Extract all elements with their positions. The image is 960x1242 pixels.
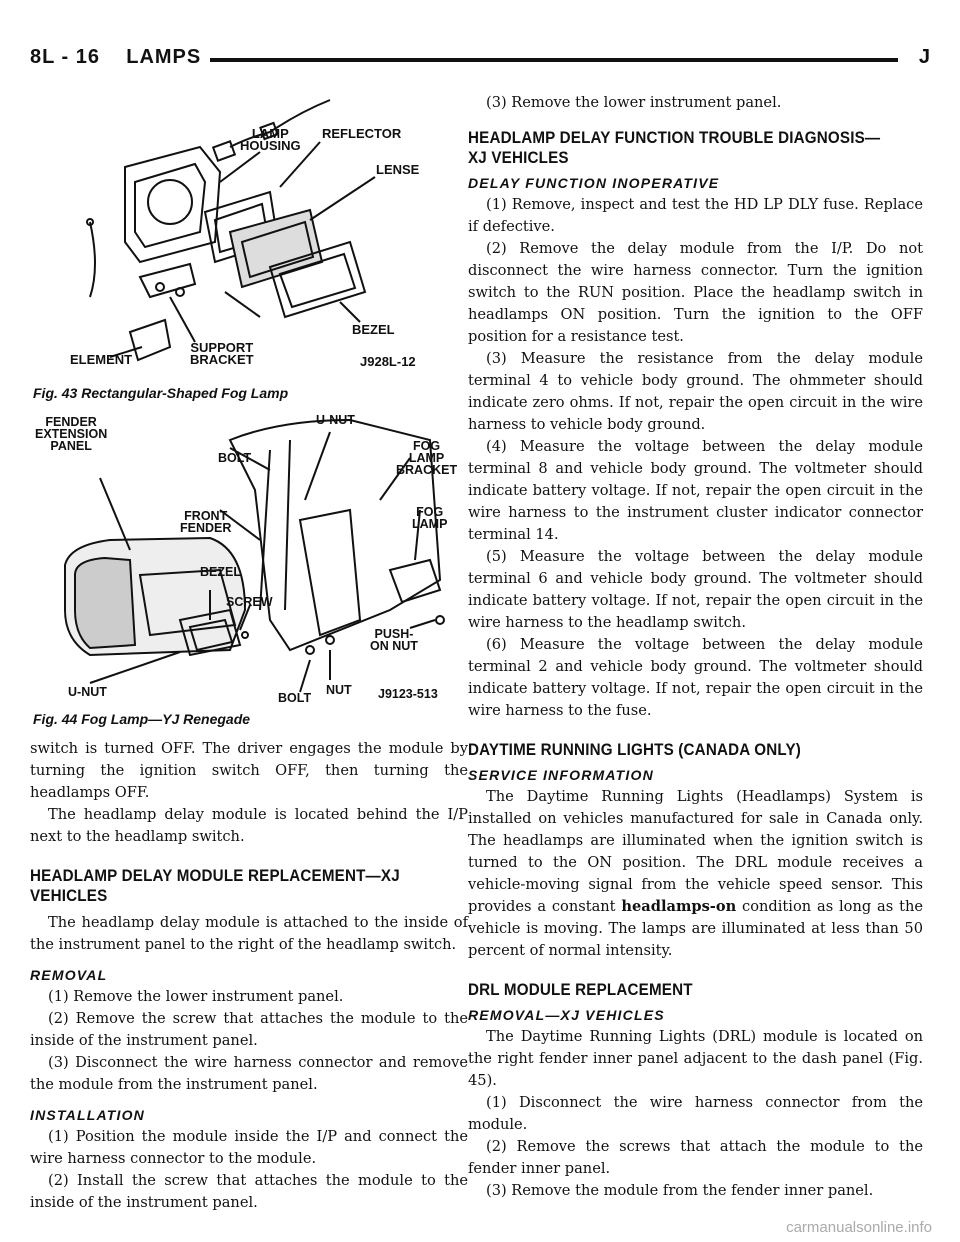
watermark-link[interactable]: carmanualsonline.info [786, 1219, 932, 1236]
label-push-on-nut: PUSH- ON NUT [370, 627, 418, 653]
subsection-heading: REMOVAL—XJ VEHICLES [468, 1007, 665, 1023]
step: (3) Disconnect the wire harness connector and remove the module from the instrument panel. [30, 1054, 468, 1093]
subsection-heading: DELAY FUNCTION INOPERATIVE [468, 175, 720, 191]
section-heading: HEADLAMP DELAY FUNCTION TROUBLE DIAGNOSIS—XJ VEHICLES [468, 129, 881, 167]
step: (4) Measure the voltage between the delay module terminal 8 and vehicle body ground. The voltmeter should indicate battery voltage. If not, repair the open circuit in the wire harness to the instrument cluster indicator connector terminal 14. [468, 438, 923, 543]
label-fog-lamp: FOG LAMP [412, 505, 448, 531]
text-span: condition as long as the vehicle is moving. The lamps are illuminated at less than 50 percent of normal intensity. [468, 898, 923, 959]
page-letter: J [918, 46, 930, 68]
label-nut: NUT [326, 683, 352, 697]
header-rule [210, 58, 898, 62]
step: (2) Remove the delay module from the I/P. Do not disconnect the wire harness connector. Turn the ignition switch to the RUN position. Place the headlamp switch in headlamps ON position. Turn the ignition to the OFF position for a resistance test. [468, 240, 923, 345]
step: (1) Remove, inspect and test the HD LP DLY fuse. Replace if defective. [468, 196, 923, 235]
figure-43-caption: Fig. 43 Rectangular-Shaped Fog Lamp [33, 385, 289, 401]
page-section-label: 8L - 16 LAMPS [30, 46, 202, 68]
paragraph: The headlamp delay module is located behind the I/P next to the headlamp switch. [30, 806, 468, 845]
emphasis-text: headlamps-on [621, 898, 737, 915]
label-front-fender: FRONT FENDER [180, 509, 232, 535]
page-header [30, 46, 930, 76]
step: (2) Install the screw that attaches the module to the inside of the instrument panel. [30, 1172, 468, 1211]
right-column [468, 92, 923, 1202]
figure-44-caption: Fig. 44 Fog Lamp—YJ Renegade [33, 711, 251, 727]
label-bolt-top: BOLT [218, 451, 252, 465]
label-lamp-housing: LAMP HOUSING [240, 126, 301, 153]
step: (6) Measure the voltage between the delay module terminal 2 and vehicle body ground. The voltmeter should indicate battery voltage. If not, repair the open circuit in the wire harness to the fuse. [468, 636, 923, 719]
paragraph: The headlamp delay module is attached to the inside of the instrument panel to the right of the headlamp switch. [30, 914, 468, 953]
step: (5) Measure the voltage between the delay module terminal 6 and vehicle body ground. The voltmeter should indicate battery voltage. If not, repair the open circuit in the wire harness to the headlamp switch. [468, 548, 923, 631]
label-bolt-bottom: BOLT [278, 691, 312, 705]
step: (2) Remove the screws that attach the module to the fender inner panel. [468, 1138, 923, 1177]
subsection-heading: REMOVAL [30, 967, 108, 983]
label-unut-top: U-NUT [316, 413, 355, 427]
paragraph [468, 786, 923, 962]
subsection-heading: SERVICE INFORMATION [468, 767, 654, 783]
label-lense: LENSE [376, 162, 420, 177]
text-span: The Daytime Running Lights (Headlamps) System is installed on vehicles manufactured for sale in Canada only. The headlamps are illuminated when the ignition switch is turned to the ON position. The DRL module receives a vehicle-moving signal from the vehicle speed sensor. This provides a constant [468, 788, 923, 915]
step: (1) Disconnect the wire harness connector from the module. [468, 1094, 923, 1133]
step: (3) Remove the module from the fender inner panel. [486, 1182, 874, 1199]
left-column [30, 92, 468, 1214]
section-heading: DAYTIME RUNNING LIGHTS (CANADA ONLY) [468, 741, 802, 759]
label-unut-bottom: U-NUT [68, 685, 107, 699]
label-bezel: BEZEL [200, 565, 241, 579]
paragraph: switch is turned OFF. The driver engages the module by turning the ignition switch OFF, then turning the headlamps OFF. [30, 740, 468, 801]
step: (2) Remove the screw that attaches the module to the inside of the instrument panel. [30, 1010, 468, 1049]
subsection-heading: INSTALLATION [30, 1107, 145, 1123]
section-heading: DRL MODULE REPLACEMENT [468, 981, 693, 999]
label-reflector: REFLECTOR [322, 126, 402, 141]
figure-44 [30, 410, 468, 708]
label-element: ELEMENT [70, 352, 133, 367]
label-fog-lamp-bracket: FOG LAMP BRACKET [396, 439, 458, 477]
figure-43 [30, 92, 468, 382]
label-screw: SCREW [226, 595, 273, 609]
label-bezel: BEZEL [352, 322, 395, 337]
paragraph: The Daytime Running Lights (DRL) module is located on the right fender inner panel adjacent to the dash panel (Fig. 45). [468, 1028, 923, 1089]
step: (3) Measure the resistance from the delay module terminal 4 to vehicle body ground. The ohmmeter should indicate zero ohms. If not, repair the open circuit in the wire harness to vehicle body ground. [468, 350, 923, 433]
step: (1) Remove the lower instrument panel. [48, 988, 344, 1005]
section-heading: HEADLAMP DELAY MODULE REPLACEMENT—XJ VEHICLES [30, 867, 400, 905]
label-fender-extension-panel: FENDER EXTENSION PANEL [35, 415, 108, 453]
step: (3) Remove the lower instrument panel. [486, 94, 782, 111]
label-support-bracket: SUPPORT BRACKET [190, 340, 254, 367]
step: (1) Position the module inside the I/P and connect the wire harness connector to the module. [30, 1128, 468, 1167]
figure-code: J9123-513 [378, 687, 438, 701]
figure-code: J928L-12 [360, 354, 416, 369]
